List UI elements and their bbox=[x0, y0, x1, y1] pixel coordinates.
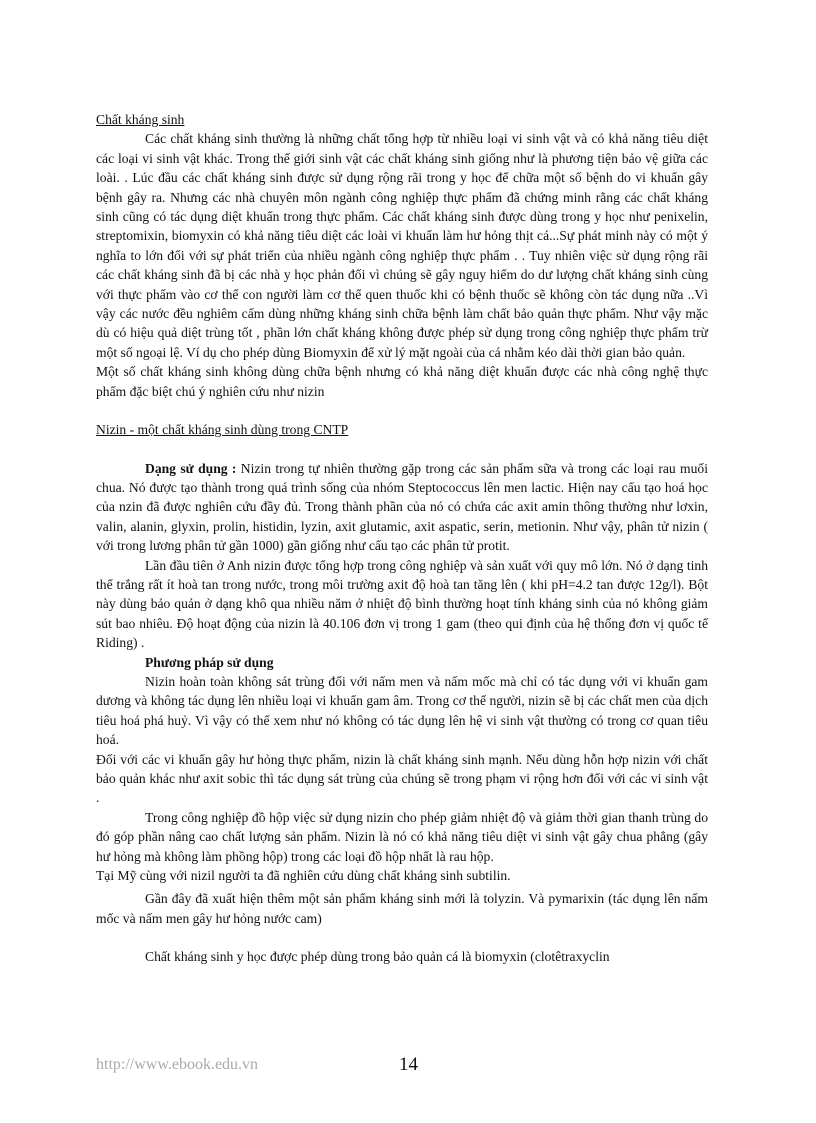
paragraph-antibiotics-intro: Các chất kháng sinh thường là những chất tổng hợp từ nhiều loại vi sinh vật và có khả năng tiêu diệt các loại vi sinh vật khác. Trong thế giới sinh vật các chất kháng sinh giống như là phương tiện bảo vệ giữa các loài. . Lúc đầu các chất kháng sinh được sử dụng rộng rãi trong y học để chữa một số bệnh do vi khuẩn gây bệnh gây ra. Nhưng các nhà chuyên môn ngành công nghiệp thực phẩm đã chứng minh rằng các chất kháng sinh cũng có tác dụng diệt khuẩn trong thực phẩm. Các chất kháng sinh được dùng trong y học như penixelin, streptomixin, biomyxin có khả năng tiêu diệt các loài vi khuẩn làm hư hỏng thịt cá...Sự phát minh này có một ý nghĩa to lớn đối với sự phát triển của nhiều ngành công nghiệp thực phẩm . . Tuy nhiên việc sử dụng rộng rãi các chất kháng sinh đã bị các nhà y học phản đối vì chúng sẽ gây nguy hiểm do dư lượng chất kháng sinh cùng với thực phẩm vào cơ thể con người làm cơ thể quen thuốc khi có bệnh thuốc sẽ không còn tác dụng nữa ..Vì vậy các nước đều nghiêm cấm dùng những kháng sinh chữa bệnh làm chất bảo quản thực phẩm. Như vậy mặc dù có hiệu quả diệt trùng tốt , phần lớn chất kháng không được phép sử dụng trong công nghiệp thực phẩm trừ một số ngoại lệ. Ví dụ cho phép dùng Biomyxin để xử lý mặt ngoài của cá nhằm kéo dài thời gian bảo quản. bbox=[96, 131, 708, 360]
paragraph-method-5: Gần đây đã xuất hiện thêm một sản phẩm kháng sinh mới là tolyzin. Và pymarixin (tác dụng lên nấm mốc và nấm men gây hư hỏng nước cam) bbox=[96, 891, 708, 926]
paragraph-nizin-history: Lần đầu tiên ở Anh nizin được tổng hợp trong công nghiệp và sản xuất với quy mô lớn. Nó ở dạng tinh thể trắng rất ít hoà tan trong nước, trong môi trường axit độ hoà tan tăng lên ( khi pH=4.2 tan được 12g/l). Bột này dùng bảo quản ở dạng khô qua nhiều năm ở nhiệt độ bình thường hoạt tính kháng sinh của nó không giảm sút bao nhiêu. Độ hoạt động của nizin là 40.106 đơn vị trong 1 gam (theo qui định của hệ thống đơn vị quốc tế Riding) . bbox=[96, 557, 708, 651]
spacer bbox=[96, 928, 708, 947]
paragraph-method-3: Trong công nghiệp đồ hộp việc sử dụng nizin cho phép giảm nhiệt độ và giảm thời gian thanh trùng do đó góp phần nâng cao chất lượng sản phẩm. Nizin là nó có khả năng tiêu diệt vi sinh vật gây chua phẳng (gây hư hỏng mà không làm phồng hộp) trong các loại đồ hộp nhất là rau hộp. bbox=[96, 809, 708, 864]
paragraph-method-2: Đối với các vi khuẩn gây hư hỏng thực phẩm, nizin là chất kháng sinh mạnh. Nếu dùng hỗn hợp nizin với chất bảo quản khác như axit sobic thì tác dụng sát trùng của chúng sẽ trong phạm vi rộng hơn đối với các vi sinh vật . bbox=[96, 751, 708, 806]
footer-url: http://www.ebook.edu.vn bbox=[96, 1056, 259, 1073]
page-footer bbox=[96, 1054, 708, 1078]
method-heading: Phương pháp sử dụng bbox=[145, 654, 274, 670]
paragraph-usage-form bbox=[96, 459, 708, 556]
section-heading-nizin: Nizin - một chất kháng sinh dùng trong CNTP bbox=[96, 422, 349, 438]
usage-form-text: Nizin trong tự nhiên thường gặp trong các sản phẩm sữa và trong các loại rau muối chua. Nó được tạo thành trong quá trình sống của nhóm Steptococcus lên men lactic. Hiện nay cấu tạo hoá học của nzin đã được nghiên cứu đầy đủ. Trong thành phần của nó có chứa các axit amin thông thường như lơxin, valin, alanin, glyxin, prolin, histidin, lyzin, axit glutamic, axit aspatic, serin, metionin. Như vậy, phân tử nizin ( với trong lương phân tử gần 1000) gần giống như cấu tạo các phân tử protit. bbox=[96, 460, 708, 554]
paragraph-method-4: Tại Mỹ cùng với nizil người ta đã nghiên cứu dùng chất kháng sinh subtilin. bbox=[96, 868, 511, 884]
paragraph-antibiotics-nizin: Một số chất kháng sinh không dùng chữa bệnh nhưng có khả năng diệt khuẩn được các nhà công nghệ thực phẩm đặc biệt chú ý nghiên cứu như nizin bbox=[96, 364, 708, 399]
paragraph-final: Chất kháng sinh y học được phép dùng trong bảo quản cá là biomyxin (clotêtraxyclin bbox=[145, 949, 610, 965]
page-number: 14 bbox=[399, 1054, 418, 1075]
spacer bbox=[96, 401, 708, 420]
section-heading-antibiotics: Chất kháng sinh bbox=[96, 112, 185, 127]
spacer bbox=[96, 440, 708, 459]
paragraph-method-1: Nizin hoàn toàn không sát trùng đối với nấm men và nấm mốc mà chỉ có tác dụng với vi khuẩn gam dương và không tác dụng lên nhiều loại vi khuẩn gam âm. Trong cơ thể người, nizin sẽ bị các chất men của dịch tiêu hoá phá huỷ. Vì vậy có thể xem như nó không có tác dụng lên hệ vi sinh vật thường có trong cơ quan tiêu hoá. bbox=[96, 673, 708, 748]
document-body bbox=[96, 110, 708, 967]
usage-form-label: Dạng sử dụng : bbox=[145, 460, 237, 476]
